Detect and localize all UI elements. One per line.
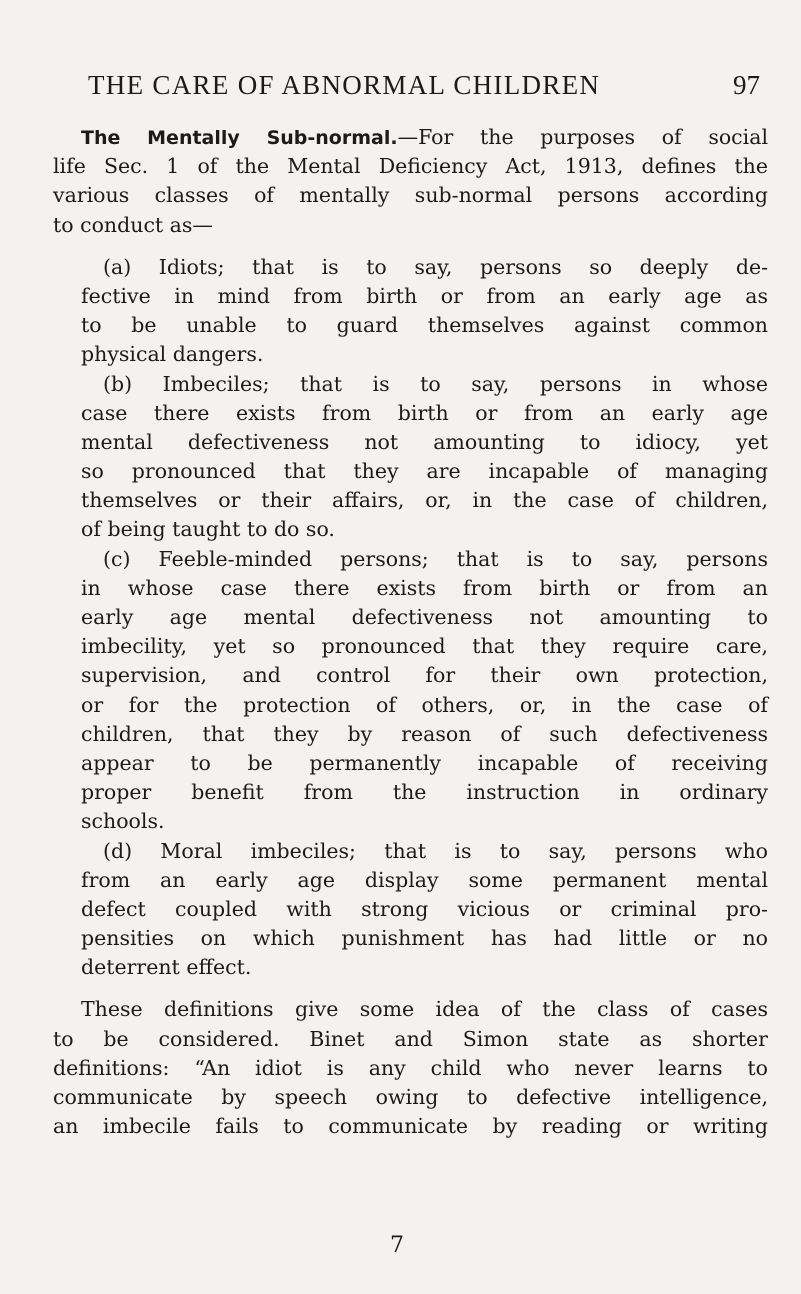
text-line: imbecility, yet so pronounced that they require care, — [81, 634, 768, 659]
text-line: or for the protection of others, or, in the case of — [81, 692, 768, 717]
text-line: (d) Moral imbeciles; that is to say, persons who — [103, 838, 768, 863]
text-line: defect coupled with strong vicious or criminal pro- — [81, 896, 768, 921]
text-line: to be unable to guard themselves against common — [81, 313, 768, 338]
text-line: schools. — [81, 809, 165, 834]
text-line: fective in mind from birth or from an early age as — [81, 283, 768, 308]
running-head — [80, 70, 760, 106]
text-line: (c) Feeble-minded persons; that is to say, persons — [103, 546, 768, 571]
text-line: of being taught to do so. — [81, 517, 335, 542]
text-line: (b) Imbeciles; that is to say, persons in whose — [103, 371, 768, 396]
text-line: early age mental defectiveness not amounting to — [81, 605, 768, 629]
text-line: pensities on which punishment has had little or no — [81, 926, 768, 951]
text-line: deterrent effect. — [81, 955, 252, 980]
signature-mark: 7 — [390, 1233, 404, 1258]
text-line: supervision, and control for their own protection, — [81, 663, 768, 688]
body-text — [53, 123, 768, 1141]
text-line: definitions: “An idiot is any child who never learns to — [53, 1055, 768, 1080]
text-line: from an early age display some permanent mental — [81, 867, 768, 892]
text-line: in whose case there exists from birth or from an — [81, 575, 768, 600]
text-line: life Sec. 1 of the Mental Deficiency Act, 1913, defines the — [53, 154, 768, 179]
text-line: (a) Idiots; that is to say, persons so deeply de- — [103, 254, 768, 279]
page-number: 97 — [733, 70, 760, 100]
text-line: case there exists from birth or from an early age — [81, 400, 768, 425]
section-heading: The Mentally Sub-normal. — [81, 127, 398, 149]
text-line: to conduct as— — [53, 212, 213, 237]
running-head-title: THE CARE OF ABNORMAL CHILDREN — [88, 70, 601, 100]
text-line: various classes of mentally sub-normal persons according — [53, 183, 768, 208]
text-line: communicate by speech owing to defective intelligence, — [53, 1085, 768, 1109]
text-line: themselves or their affairs, or, in the case of children, — [81, 488, 768, 513]
text-line: The Mentally Sub-normal.—For the purposes of social — [81, 125, 768, 149]
text-line: physical dangers. — [81, 342, 264, 367]
text-line: to be considered. Binet and Simon state as shorter — [53, 1026, 768, 1051]
text-line: mental defectiveness not amounting to idiocy, yet — [81, 429, 768, 454]
text-line: children, that they by reason of such defectiveness — [81, 721, 768, 746]
text-line: These definitions give some idea of the class of cases — [81, 997, 768, 1022]
text-line: proper benefit from the instruction in ordinary — [81, 780, 768, 805]
text-line: appear to be permanently incapable of receiving — [81, 750, 768, 775]
text-line: an imbecile fails to communicate by reading or writing — [53, 1114, 768, 1139]
text-line: so pronounced that they are incapable of managing — [81, 459, 768, 484]
